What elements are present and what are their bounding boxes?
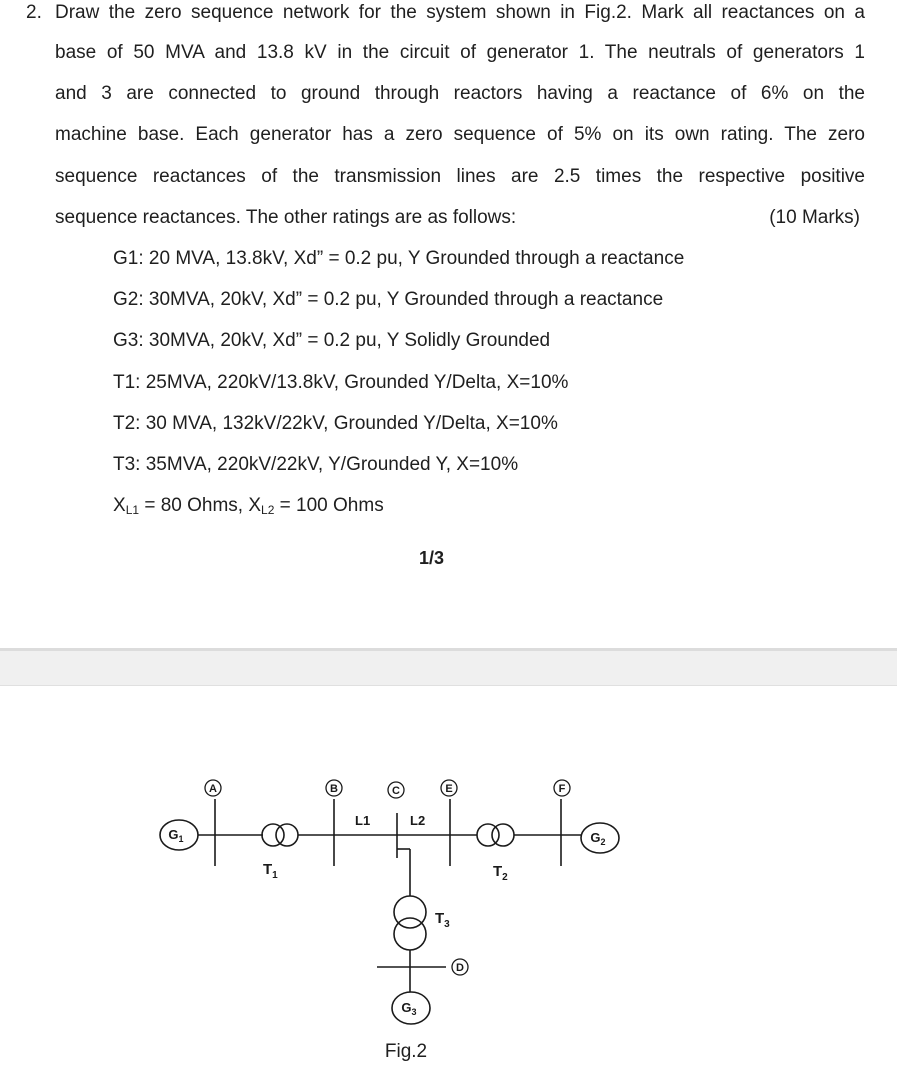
l2-label: L2 (410, 813, 426, 828)
xl1-symbol: X (113, 495, 126, 516)
g2-letter: G (590, 830, 601, 845)
t1-subscript: 1 (272, 870, 278, 881)
xl2-subscript: L2 (261, 503, 275, 517)
t1-winding-1 (262, 824, 284, 846)
g2-label (590, 830, 605, 847)
rating-t1: T1: 25MVA, 220kV/13.8kV, Grounded Y/Delta, X=10% (113, 372, 569, 393)
g2-subscript: 2 (600, 837, 606, 847)
rating-line-reactances (113, 493, 384, 523)
g1-subscript: 1 (178, 834, 184, 844)
t2-letter: T (493, 863, 503, 880)
question-number: 2. (26, 2, 42, 23)
xl1-value: = 80 Ohms, (139, 495, 249, 516)
t2-label (493, 863, 508, 883)
power-system-diagram (0, 686, 897, 1075)
t2-winding-2 (492, 824, 514, 846)
t1-label (263, 861, 278, 881)
t1-winding-2 (276, 824, 298, 846)
bus-label-e: E (445, 783, 453, 795)
question-line-3: and 3 are connected to ground through reactors having a reactance of 6% on the (55, 83, 865, 104)
page-break (0, 648, 897, 686)
question-line-2: base of 50 MVA and 13.8 kV in the circuit of generator 1. The neutrals of generators 1 (55, 42, 865, 63)
t2-subscript: 2 (502, 872, 508, 883)
question-line-4: machine base. Each generator has a zero sequence of 5% on its own rating. The zero (55, 124, 865, 145)
l1-label: L1 (355, 813, 371, 828)
g3-letter: G (401, 1000, 412, 1015)
bus-label-b: B (330, 783, 338, 795)
page-number: 1/3 (418, 548, 445, 568)
g1-letter: G (168, 827, 179, 842)
rating-g3: G3: 30MVA, 20kV, Xd” = 0.2 pu, Y Solidly Grounded (113, 330, 551, 351)
marks-label: (10 Marks) (769, 207, 860, 228)
bus-label-c: C (392, 785, 400, 797)
t3-label (435, 910, 450, 930)
question-line-1: Draw the zero sequence network for the system shown in Fig.2. Mark all reactances on a (55, 2, 865, 23)
t3-winding-2 (394, 918, 426, 950)
xl2-value: = 100 Ohms (274, 495, 384, 516)
rating-t3: T3: 35MVA, 220kV/22kV, Y/Grounded Y, X=10% (113, 454, 519, 475)
g3-label (401, 1000, 416, 1017)
t3-letter: T (435, 910, 445, 927)
g3-subscript: 3 (411, 1007, 417, 1017)
question-line-6: sequence reactances. The other ratings are as follows: (55, 207, 517, 228)
bus-label-a: A (209, 783, 217, 795)
g1-label (168, 827, 183, 844)
xl1-subscript: L1 (125, 503, 140, 517)
bus-label-f: F (558, 783, 566, 795)
rating-g2: G2: 30MVA, 20kV, Xd” = 0.2 pu, Y Grounded through a reactance (113, 289, 664, 310)
t1-letter: T (263, 861, 273, 878)
xl2-symbol: X (248, 495, 262, 516)
rating-g1: G1: 20 MVA, 13.8kV, Xd” = 0.2 pu, Y Grounded through a reactance (113, 248, 685, 269)
question-line-5: sequence reactances of the transmission lines are 2.5 times the respective positive (55, 166, 865, 187)
rating-t2: T2: 30 MVA, 132kV/22kV, Grounded Y/Delta, X=10% (113, 413, 558, 434)
bus-label-d: D (456, 962, 464, 974)
figure-caption: Fig.2 (384, 1041, 428, 1062)
t3-subscript: 3 (444, 919, 450, 930)
